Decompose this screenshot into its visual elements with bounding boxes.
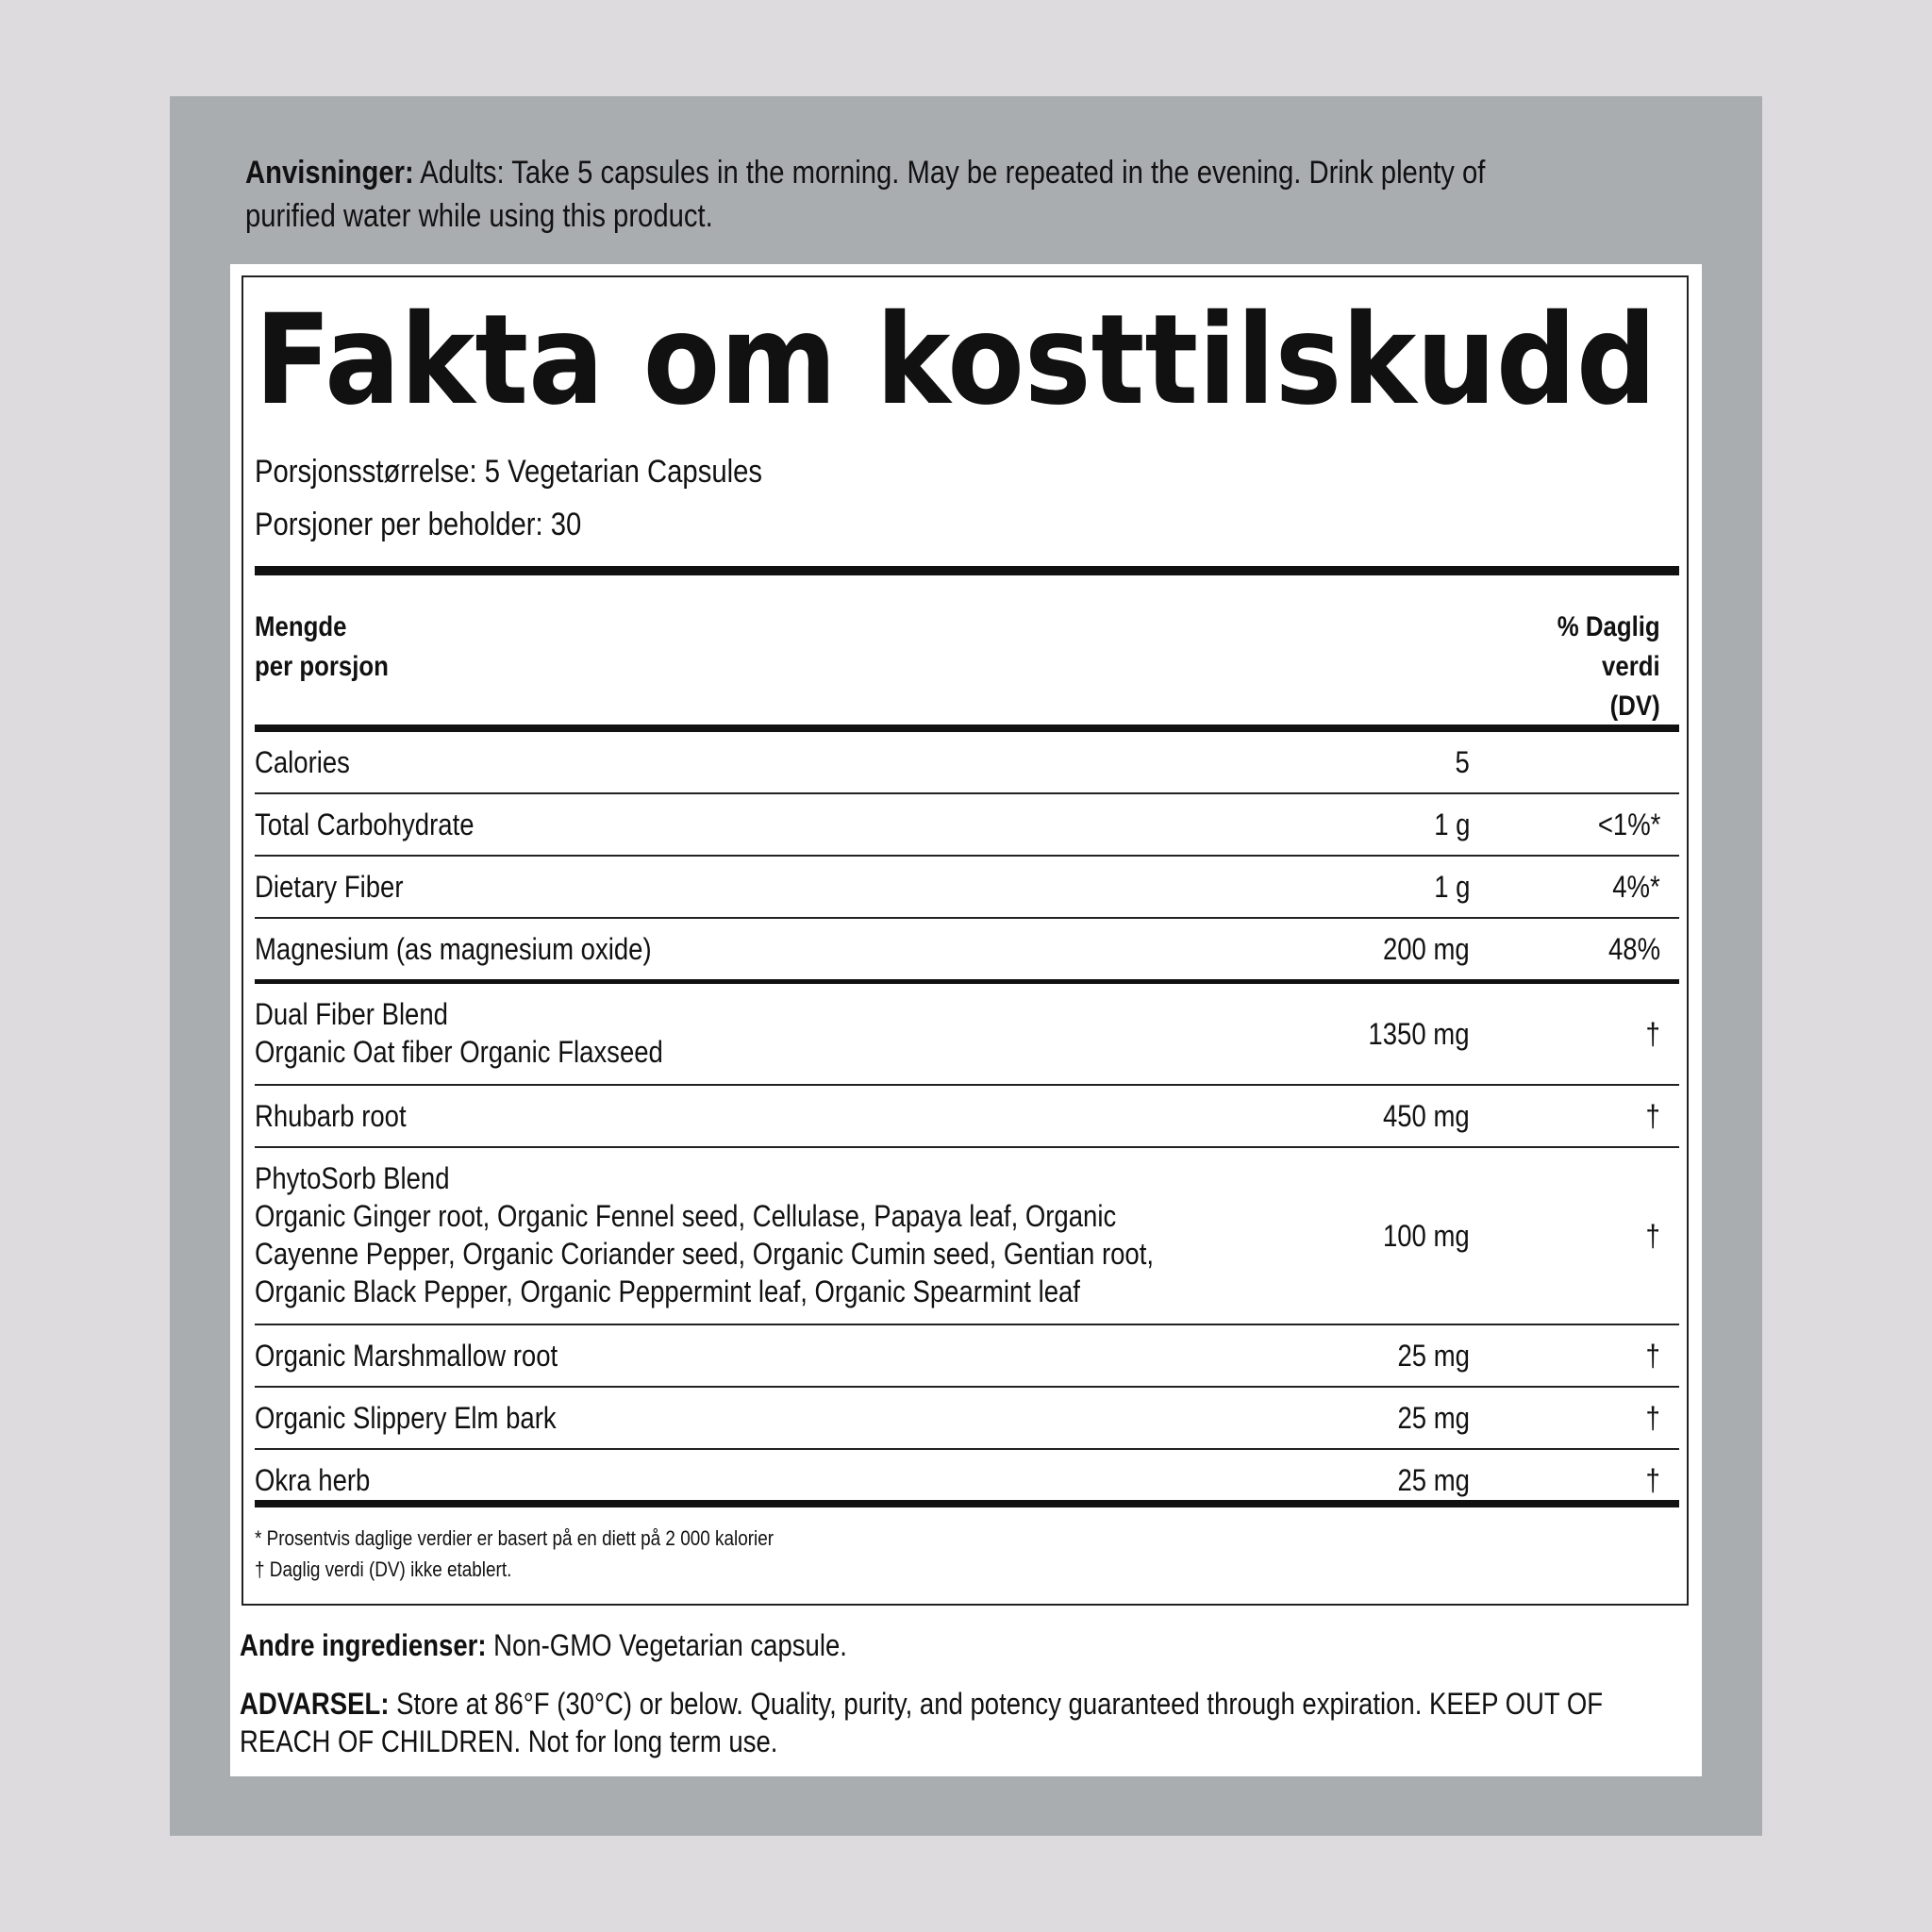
label-background <box>170 96 1762 1836</box>
daily-value-header: % Daglig verdi (DV) <box>1557 611 1660 722</box>
facts-card <box>230 264 1702 1776</box>
nutrient-amount: 100 mg <box>1383 1219 1470 1253</box>
nutrient-name: Organic Slippery Elm bark <box>255 1401 557 1435</box>
thick-divider <box>255 1500 1679 1507</box>
nutrient-daily-value: † <box>1645 1401 1660 1435</box>
panel-title: Fakta om kosttilskudd <box>255 288 1657 433</box>
nutrient-amount: 1 g <box>1433 870 1470 904</box>
warning-text: Store at 86°F (30°C) or below. Quality, purity, and potency guaranteed through expiration. KEEP OUT OF <box>389 1687 1604 1721</box>
other-ingredients <box>240 1626 946 1664</box>
nutrient-name: Organic Marshmallow root <box>255 1339 558 1373</box>
warning-text-line-2: REACH OF CHILDREN. Not for long term use. <box>240 1724 778 1758</box>
nutrient-amount: 1350 mg <box>1368 1017 1470 1051</box>
table-row <box>255 794 1679 855</box>
table-row <box>255 1388 1679 1448</box>
nutrient-name: Magnesium (as magnesium oxide) <box>255 932 652 966</box>
nutrient-daily-value: 4%* <box>1612 870 1660 904</box>
table-row <box>255 919 1679 979</box>
directions-text: Adults: Take 5 capsules in the morning. May be repeated in the evening. Drink plenty of <box>413 155 1486 191</box>
warning-label: ADVARSEL: <box>240 1687 390 1721</box>
footnote-dagger: † Daglig verdi (DV) ikke etablert. <box>255 1557 512 1581</box>
thick-divider <box>255 566 1679 575</box>
nutrient-amount: 450 mg <box>1383 1099 1470 1133</box>
nutrient-amount: 200 mg <box>1383 932 1470 966</box>
other-ingredients-text: Non-GMO Vegetarian capsule. <box>486 1628 847 1662</box>
nutrient-daily-value: <1%* <box>1597 808 1660 841</box>
nutrient-name: PhytoSorb Blend Organic Ginger root, Organic Fennel seed, Cellulase, Papaya leaf, Organic Cayenne Pepper, Organic Coriander seed, Organic Cumin seed, Gentian root, Organic Black Pepper, Organic Peppermint leaf, Organic Spearmint leaf <box>255 1161 1155 1308</box>
nutrient-name: Rhubarb root <box>255 1099 407 1133</box>
nutrient-daily-value: † <box>1645 1339 1660 1373</box>
supplement-facts-panel <box>242 275 1689 1606</box>
warning <box>240 1685 1824 1760</box>
nutrient-daily-value: † <box>1645 1219 1660 1253</box>
directions-line-2: purified water while using this product. <box>245 198 713 234</box>
table-row <box>255 1148 1679 1324</box>
servings-per-container: Porsjoner per beholder: 30 <box>255 507 582 542</box>
directions <box>245 151 1674 238</box>
nutrient-daily-value: 48% <box>1607 932 1660 966</box>
table-row <box>255 1325 1679 1386</box>
thick-divider <box>255 724 1679 732</box>
nutrient-amount: 25 mg <box>1397 1463 1470 1497</box>
table-row <box>255 984 1679 1084</box>
nutrient-name: Calories <box>255 745 350 779</box>
nutrient-name: Dietary Fiber <box>255 870 404 904</box>
directions-label: Anvisninger: <box>245 155 414 191</box>
nutrient-name: Dual Fiber Blend Organic Oat fiber Organic Flaxseed <box>255 997 663 1069</box>
nutrient-daily-value: † <box>1645 1017 1660 1051</box>
table-row <box>255 857 1679 917</box>
nutrient-daily-value: † <box>1645 1099 1660 1133</box>
nutrient-amount: 25 mg <box>1397 1339 1470 1373</box>
nutrient-amount: 25 mg <box>1397 1401 1470 1435</box>
directions-line-1 <box>245 151 1674 194</box>
nutrient-name: Total Carbohydrate <box>255 808 475 841</box>
table-row <box>255 1086 1679 1146</box>
footnote-percent: * Prosentvis daglige verdier er basert på en diett på 2 000 kalorier <box>255 1526 774 1550</box>
nutrient-daily-value: † <box>1645 1463 1660 1497</box>
other-ingredients-label: Andre ingredienser: <box>240 1628 487 1662</box>
nutrient-name: Okra herb <box>255 1463 371 1497</box>
serving-size: Porsjonsstørrelse: 5 Vegetarian Capsules <box>255 454 762 490</box>
table-row <box>255 732 1679 792</box>
nutrient-amount: 1 g <box>1433 808 1470 841</box>
amount-per-serving-header: Mengde per porsjon <box>255 611 389 682</box>
nutrient-amount: 5 <box>1455 745 1470 779</box>
